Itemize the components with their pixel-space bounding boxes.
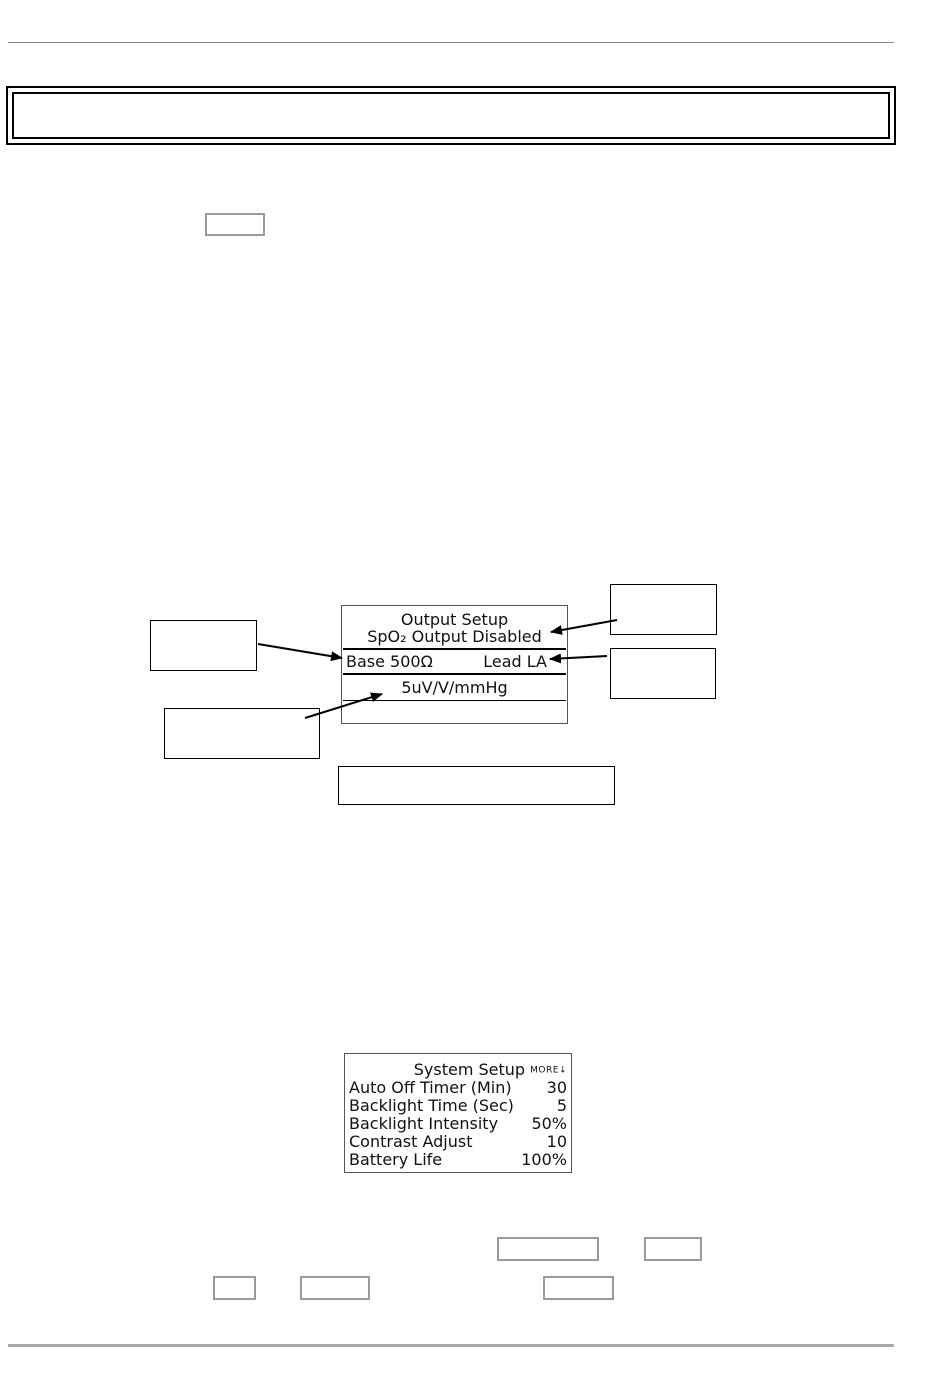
setting-value: 50% [531,1114,567,1133]
setting-label: Backlight Intensity [349,1114,499,1133]
arrow-lead [550,656,607,659]
setting-value: 10 [546,1132,567,1151]
key-button[interactable] [543,1276,614,1300]
more-indicator: MORE↓ [530,1065,567,1076]
arrow-base [258,644,342,658]
system-setup-header [349,1062,567,1079]
key-button-wide[interactable] [497,1237,599,1261]
setting-row [349,1080,567,1096]
system-setup-title: System Setup [413,1060,526,1079]
setting-label: Contrast Adjust [349,1132,473,1151]
setting-label: Backlight Time (Sec) [349,1096,514,1115]
setting-row [349,1152,567,1168]
key-button[interactable] [300,1276,370,1300]
setting-row [349,1134,567,1150]
arrow-sensitivity [305,694,382,718]
setting-row [349,1116,567,1132]
spo2-output-status: SpO₂ Output Disabled [367,627,542,646]
setting-label: Auto Off Timer (Min) [349,1078,512,1097]
footer-rule [8,1344,894,1347]
setting-value: 100% [521,1150,567,1169]
setting-row [349,1098,567,1114]
sensitivity-value: 5uV/V/mmHg [401,678,508,697]
key-button-small[interactable] [213,1276,256,1300]
setting-label: Battery Life [349,1150,443,1169]
arrow-spo2 [551,620,617,632]
setting-value: 5 [556,1096,567,1115]
setting-value: 30 [546,1078,567,1097]
base-resistance: Base 500Ω [346,652,433,671]
output-setup-title: Output Setup [400,610,509,629]
lead-selection: Lead LA [483,652,547,671]
system-setup-screen [344,1053,572,1173]
key-button[interactable] [644,1237,702,1261]
